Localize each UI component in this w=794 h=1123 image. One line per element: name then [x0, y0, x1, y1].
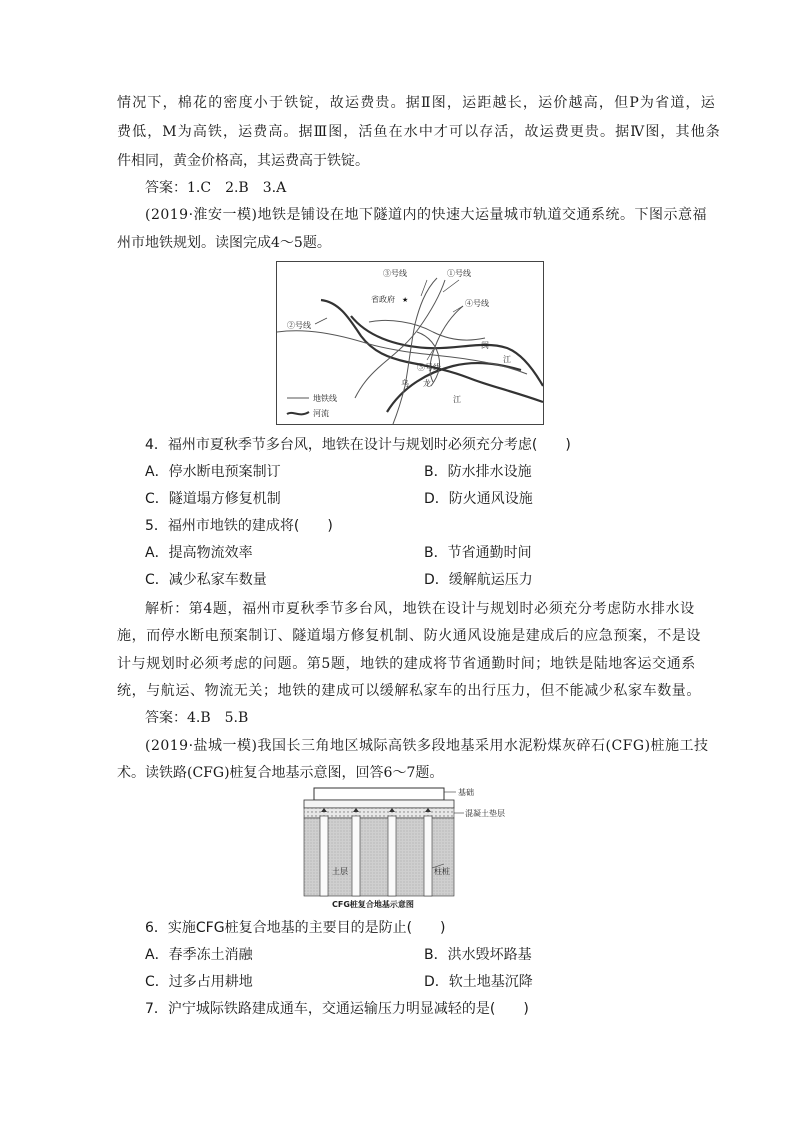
question-4-stem: 4．福州市夏秋季节多台风，地铁在设计与规划时必须充分考虑( ) — [145, 437, 571, 453]
map-label-line5: ⑤号线 — [417, 363, 441, 372]
answer-line: 答案：1.C 2.B 3.A — [145, 180, 287, 196]
map-label-line1: ①号线 — [447, 269, 471, 278]
question-6-stem: 6．实施CFG桩复合地基的主要目的是防止( ) — [145, 920, 446, 936]
cfg-label-cushion: 混凝土垫层 — [465, 809, 505, 818]
question-intro: 术。读铁路(CFG)桩复合地基示意图，回答6～7题。 — [117, 765, 444, 781]
cfg-caption: CFG桩复合地基示意图 — [332, 900, 414, 909]
cfg-label-soil: 土层 — [332, 867, 348, 876]
text-line: 费低，M为高铁，运费高。据Ⅲ图，活鱼在水中才可以存活，故运费更贵。据Ⅳ图，其他条 — [117, 124, 721, 140]
map-label-line4: ④号线 — [465, 299, 489, 308]
map-label-province-gov: 省政府 — [371, 295, 395, 304]
question-4-option-a: A．停水断电预案制订 — [145, 464, 281, 480]
analysis-line: 施，而停水断电预案制订、隧道塌方修复机制、防火通风设施是建成后的应急预案，不是设 — [117, 628, 701, 644]
star-icon: ★ — [402, 296, 409, 304]
question-5-option-a: A．提高物流效率 — [145, 545, 253, 561]
map-label-jiang1: 江 — [503, 355, 511, 364]
question-6-option-b: B．洪水毁坏路基 — [424, 947, 532, 963]
map-label-wu: 乌 — [401, 379, 409, 388]
question-intro: (2019·淮安一模)地铁是铺设在地下隧道内的快速大运量城市轨道交通系统。下图示意福 — [145, 207, 708, 223]
subway-map — [276, 261, 544, 425]
answer-line: 答案：4.B 5.B — [145, 710, 249, 726]
map-label-min: 闽 — [481, 341, 489, 350]
map-label-line3: ③号线 — [383, 269, 407, 278]
analysis-line: 计与规划时必须考虑的问题。第5题，地铁的建成将节省通勤时间；地铁是陆地客运交通系 — [117, 656, 696, 672]
question-7-stem: 7．沪宁城际铁路建成通车，交通运输压力明显减轻的是( ) — [145, 1001, 529, 1017]
question-5-option-b: B．节省通勤时间 — [424, 545, 532, 561]
legend-river: 河流 — [313, 409, 329, 418]
analysis-line: 解析：第4题，福州市夏秋季节多台风，地铁在设计与规划时必须充分考虑防水排水设 — [145, 601, 695, 617]
question-4-option-b: B．防水排水设施 — [424, 464, 532, 480]
question-6-option-a: A．春季冻土消融 — [145, 947, 253, 963]
question-5-option-d: D．缓解航运压力 — [424, 572, 533, 588]
text-line: 情况下，棉花的密度小于铁锭，故运费贵。据Ⅱ图，运距越长，运价越高，但P为省道，运 — [117, 95, 716, 111]
question-6-option-c: C．过多占用耕地 — [145, 974, 253, 990]
question-intro: (2019·盐城一模)我国长三角地区城际高铁多段地基采用水泥粉煤灰碎石(CFG)桩施工技 — [145, 738, 709, 754]
legend-subway: 地铁线 — [313, 394, 337, 403]
question-4-option-c: C．隧道塌方修复机制 — [145, 491, 281, 507]
cfg-label-foundation: 基础 — [458, 788, 474, 797]
map-label-line2: ②号线 — [287, 321, 311, 330]
cfg-label-pile: 柱桩 — [434, 867, 450, 876]
analysis-line: 统，与航运、物流无关；地铁的建成可以缓解私家车的出行压力，但不能减少私家车数量。 — [117, 683, 701, 699]
text-line: 件相同，黄金价格高，其运费高于铁锭。 — [117, 153, 369, 169]
question-6-option-d: D．软土地基沉降 — [424, 974, 533, 990]
cfg-diagram — [298, 782, 508, 910]
question-intro: 州市地铁规划。读图完成4～5题。 — [117, 235, 331, 251]
question-4-option-d: D．防火通风设施 — [424, 491, 533, 507]
question-5-option-c: C．减少私家车数量 — [145, 572, 267, 588]
map-label-jiang2: 江 — [453, 395, 461, 404]
map-label-long: 龙 — [423, 379, 431, 388]
question-5-stem: 5．福州市地铁的建成将( ) — [145, 518, 333, 534]
